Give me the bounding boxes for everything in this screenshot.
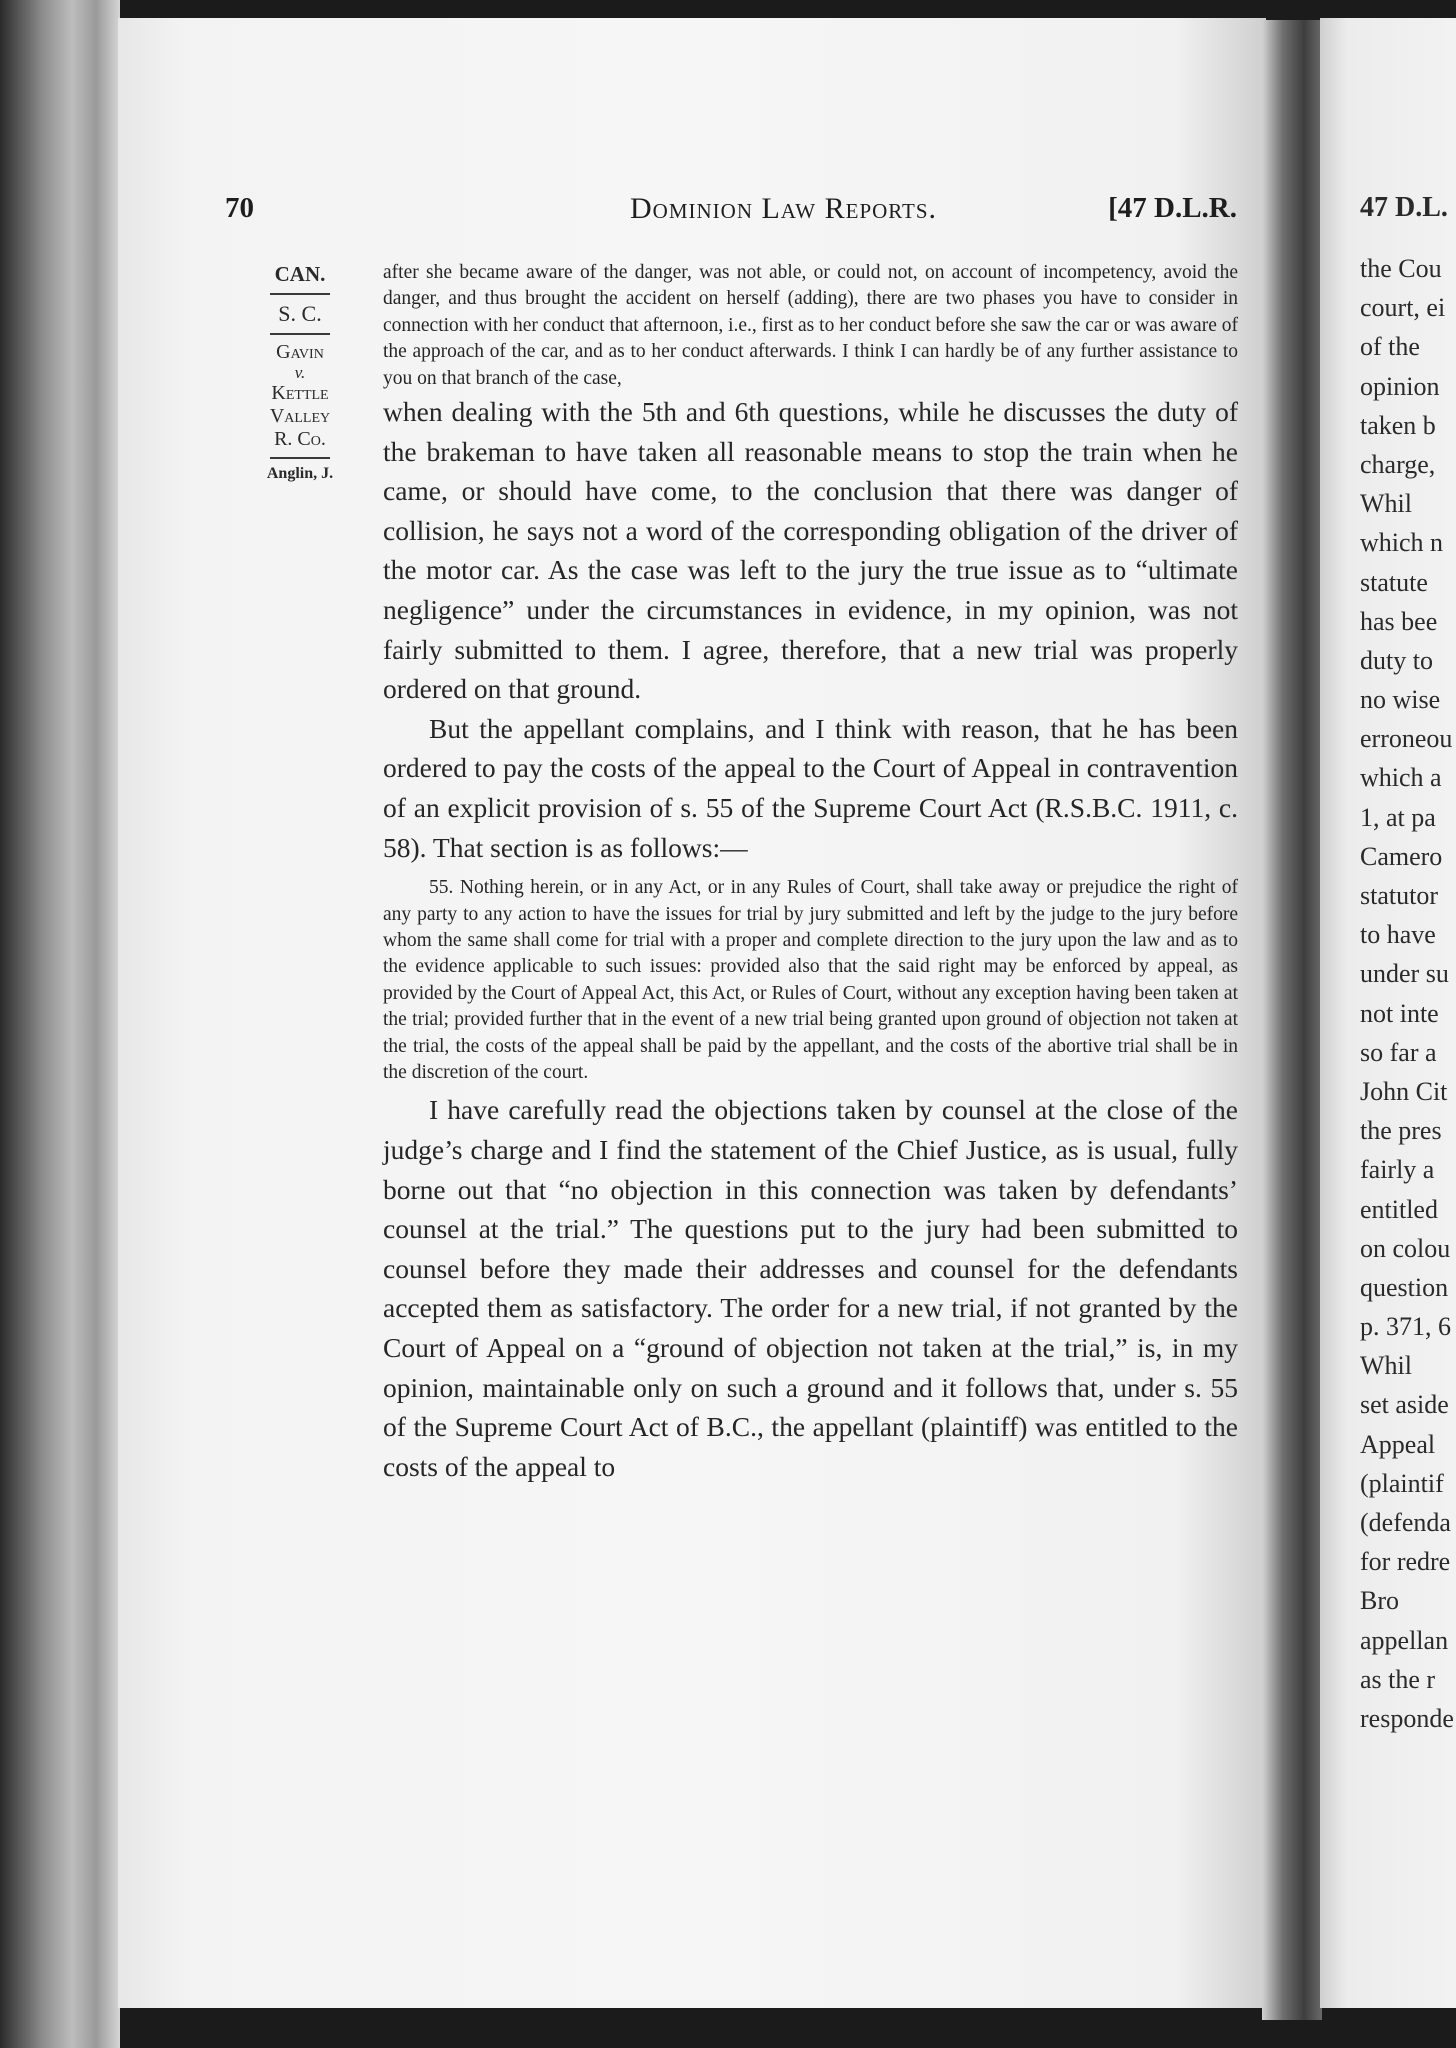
next-page-line: taken b [1360, 410, 1436, 440]
next-page-line: (defenda [1360, 1508, 1451, 1537]
next-page-line: Camero [1360, 841, 1443, 871]
next-page-line: opinion [1360, 371, 1440, 401]
margin-judge: Anglin, J. [266, 465, 334, 482]
next-page-line: the pres [1360, 1116, 1442, 1146]
body-paragraph-3: I have carefully read the objections taken by counsel at the close of the judge’s charge and I find the statement of the Chief Justice, as is usual, fully borne out that “no objection in this connection was taken by defendants’ counsel at the trial.” The questions put to the jury had been submitted to counsel before they made their addresses and counsel for the defendants accepted them as satisfactory. The order for a new trial, if not granted by the Court of Appeal on a “ground of objection not taken at the trial,” is, in my opinion, maintainable only on such a ground and it follows that, under s. 55 of the Supreme Court Act of B.C., the appellant (plaintiff) was entitled to the costs of the appeal to [383, 1094, 1238, 1482]
margin-party2-line3: R. Co. [274, 428, 326, 450]
next-page-line: John Cit [1360, 1076, 1448, 1106]
running-header [225, 192, 1237, 232]
next-page-line: set aside [1360, 1390, 1449, 1420]
margin-rule [270, 293, 330, 295]
volume-citation: [47 D.L.R. [1108, 192, 1237, 224]
next-page-line: has bee [1360, 606, 1438, 636]
next-page-line: duty to [1360, 645, 1433, 675]
book-fore-edge [0, 0, 120, 2048]
next-page-line: court, ei [1360, 293, 1446, 323]
next-page-line: for redre [1360, 1547, 1451, 1577]
next-page-line: not inte [1360, 998, 1439, 1028]
running-title: Dominion Law Reports. [630, 192, 938, 225]
next-page-line: fairly a [1360, 1155, 1435, 1185]
next-page-line: of the [1360, 332, 1420, 362]
next-page-line: appellan [1360, 1625, 1449, 1655]
page-number: 70 [225, 192, 254, 224]
next-page-line: so far a [1360, 1037, 1437, 1067]
next-page-line: Appeal [1360, 1429, 1436, 1459]
next-page-line: under su [1360, 959, 1449, 989]
next-page-line: as the r [1360, 1664, 1436, 1694]
next-page-line: no wise [1360, 685, 1441, 715]
next-page-line: which a [1360, 763, 1442, 793]
next-page-lines [1360, 254, 1456, 1743]
next-page-line: to have [1360, 920, 1436, 950]
next-page-line: charge, [1360, 449, 1436, 479]
main-text [383, 260, 1238, 1486]
next-page-line: Whil [1360, 1351, 1412, 1381]
margin-rule [270, 333, 330, 335]
margin-party2-line1: Kettle [271, 382, 329, 404]
next-page-line: question [1360, 1272, 1449, 1302]
body-paragraph-2: But the appellant complains, and I think with reason, that he has been ordered to pay the costs of the appeal to the Court of Appeal in contravention of an explicit provision of s. 55 of the Supreme Court Act (R.S.B.C. 1911, c. 58). That section is as follows:— [383, 712, 1238, 863]
next-page-line: Bro [1360, 1586, 1399, 1616]
margin-party2-line2: Valley [269, 405, 331, 427]
next-page-line: erroneou [1360, 724, 1453, 754]
next-page-column [1360, 192, 1456, 1743]
next-page-line: 1, at pa [1360, 802, 1436, 832]
next-page-line: p. 371, 6 [1360, 1312, 1451, 1342]
margin-versus: v. [294, 363, 306, 382]
body-paragraph-1: when dealing with the 5th and 6th questions, while he discusses the duty of the brakeman to have taken all reasonable means to stop the train when he came, or should have come, to the conclusion that there was danger of collision, he says not a word of the corresponding obligation of the driver of the motor car. As the case was left to the jury the true issue as to “ultimate negligence” under the circumstances in evidence, in my opinion, was not fairly submitted to them. I agree, therefore, that a new trial was properly ordered on that ground. [383, 396, 1238, 705]
next-page-line: statutor [1360, 881, 1438, 910]
book-gutter [1262, 20, 1322, 2020]
next-page-line: responde [1360, 1703, 1454, 1733]
next-page-header: 47 D.L. [1360, 192, 1448, 223]
next-page-line: statute [1360, 567, 1428, 597]
quoted-charge-paragraph: after she became aware of the danger, was not able, or could not, on account of incompetency, avoid the danger, and thus brought the accident on herself (adding), there are two phases you have to consider in connection with her conduct that afternoon, i.e., first as to her conduct before she saw the car or was aware of the approach of the car, and as to her conduct afterwards. I think I can hardly be of any further assistance to you on that branch of the case, [383, 262, 1238, 389]
next-page-line: (plaintif [1360, 1468, 1444, 1498]
margin-party1: Gavin [276, 341, 324, 363]
margin-court: CAN. [274, 262, 326, 286]
margin-note [250, 262, 350, 483]
next-page-line: entitled [1360, 1194, 1438, 1224]
margin-rule [270, 457, 330, 459]
margin-court-sub: S. C. [278, 301, 322, 326]
next-page-line: on colou [1360, 1233, 1451, 1263]
statute-quotation: 55. Nothing herein, or in any Act, or in any Rules of Court, shall take away or prejudice the right of any party to any action to have the issues for trial by jury submitted and left by the judge to the jury before whom the same shall come for trial with a proper and complete direction to the jury upon the law and as to the evidence applicable to such issues: provided also that the said right may be enforced by appeal, as provided by the Court of Appeal Act, this Act, or Rules of Court, without any exception having been taken at the trial; provided further that in the event of a new trial being granted upon ground of objection not taken at the trial, the costs of the appeal shall be paid by the appellant, and the costs of the abortive trial shall be in the discretion of the court. [383, 877, 1238, 1083]
next-page-line: Whil [1360, 489, 1412, 519]
next-page-line: which n [1360, 528, 1444, 558]
next-page-line: the Cou [1360, 254, 1442, 283]
